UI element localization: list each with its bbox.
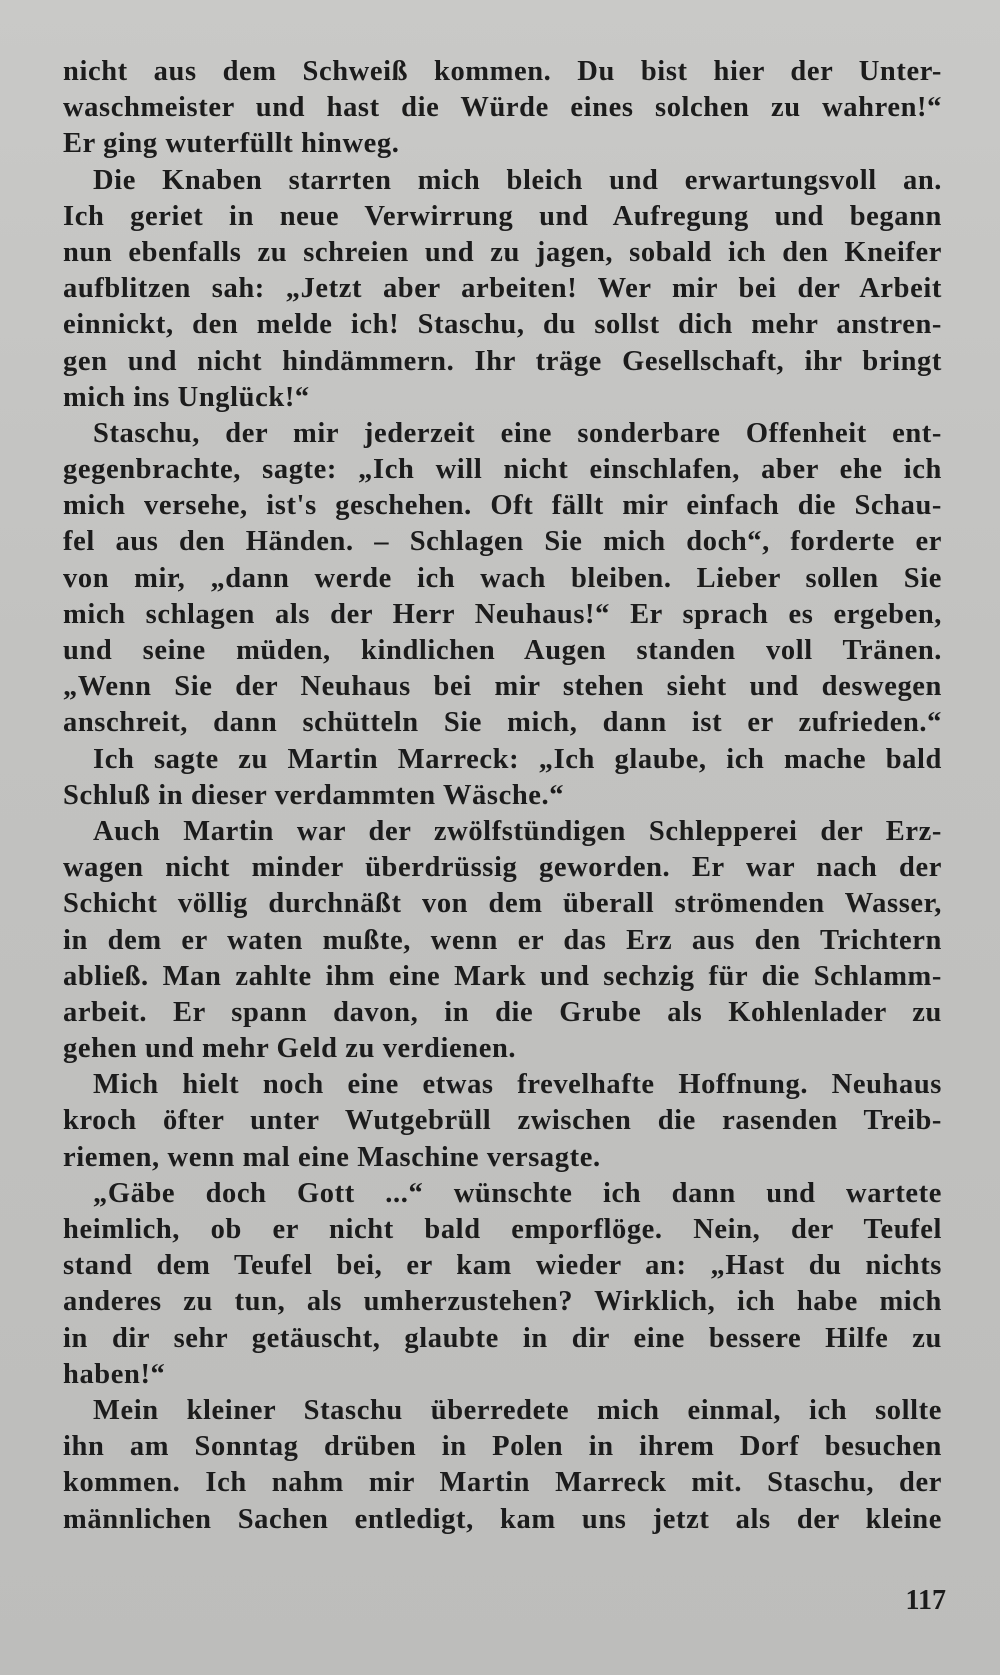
text-line: Mein kleiner Staschu überredete mich einmal, ich sollte xyxy=(93,1394,942,1426)
text-line: kommen. Ich nahm mir Martin Marreck mit. Staschu, der xyxy=(63,1467,942,1499)
text-line: Staschu, der mir jederzeit eine sonderbare Offenheit ent- xyxy=(93,417,942,449)
text-line: riemen, wenn mal eine Maschine versagte. xyxy=(63,1141,601,1173)
text-line: Schluß in dieser verdammten Wäsche.“ xyxy=(63,779,565,811)
text-line: Schicht völlig durchnäßt von dem überall strömenden Wasser, xyxy=(63,888,942,920)
text-line: „Gäbe doch Gott ...“ wünschte ich dann und wartete xyxy=(93,1177,942,1209)
text-line: „Wenn Sie der Neuhaus bei mir stehen sieht und deswegen xyxy=(63,671,942,703)
text-line: und seine müden, kindlichen Augen standen voll Tränen. xyxy=(63,635,942,666)
text-line: gehen und mehr Geld zu verdienen. xyxy=(63,1033,517,1065)
text-line: anderes zu tun, als umherzustehen? Wirklich, ich habe mich xyxy=(63,1286,942,1318)
text-line: aufblitzen sah: „Jetzt aber arbeiten! Wer mir bei der Arbeit xyxy=(63,273,942,305)
text-line: anschreit, dann schütteln Sie mich, dann ist er zufrieden.“ xyxy=(63,707,942,739)
text-line: nun ebenfalls zu schreien und zu jagen, sobald ich den Kneifer xyxy=(63,236,942,268)
text-line: Auch Martin war der zwölfstündigen Schlepperei der Erz- xyxy=(93,815,942,847)
text-line: Er ging wuterfüllt hinweg. xyxy=(63,128,400,160)
text-line: abließ. Man zahlte ihm eine Mark und sechzig für die Schlamm- xyxy=(63,960,942,992)
text-line: wagen nicht minder überdrüssig geworden. Er war nach der xyxy=(63,852,942,884)
text-line: von mir, „dann werde ich wach bleiben. Lieber sollen Sie xyxy=(63,562,942,594)
text-line: einnickt, den melde ich! Staschu, du sollst dich mehr anstren- xyxy=(63,309,942,341)
text-line: männlichen Sachen entledigt, kam uns jetzt als der kleine xyxy=(63,1503,942,1535)
text-line: arbeit. Er spann davon, in die Grube als Kohlenlader zu xyxy=(63,996,942,1028)
text-line: heimlich, ob er nicht bald emporflöge. Nein, der Teufel xyxy=(63,1214,942,1245)
text-line: mich schlagen als der Herr Neuhaus!“ Er sprach es ergeben, xyxy=(63,598,942,630)
text-line: in dem er waten mußte, wenn er das Erz aus den Trichtern xyxy=(63,924,942,956)
text-line: stand dem Teufel bei, er kam wieder an: „Hast du nichts xyxy=(63,1250,942,1282)
text-line: gen und nicht hindämmern. Ihr träge Gesellschaft, ihr bringt xyxy=(63,345,942,377)
text-line: mich versehe, ist's geschehen. Oft fällt mir einfach die Schau- xyxy=(63,490,942,522)
text-line: mich ins Unglück!“ xyxy=(63,381,310,413)
text-line: waschmeister und hast die Würde eines solchen zu wahren!“ xyxy=(63,92,942,124)
text-line: gegenbrachte, sagte: „Ich will nicht einschlafen, aber ehe ich xyxy=(63,454,942,486)
text-line: ihn am Sonntag drüben in Polen in ihrem Dorf besuchen xyxy=(63,1431,942,1463)
text-line: haben!“ xyxy=(63,1358,166,1390)
text-line: Die Knaben starrten mich bleich und erwartungsvoll an. xyxy=(93,164,942,196)
text-line: Mich hielt noch eine etwas frevelhafte Hoffnung. Neuhaus xyxy=(93,1069,942,1101)
text-line: fel aus den Händen. – Schlagen Sie mich doch“, forderte er xyxy=(63,526,942,558)
text-line: in dir sehr getäuscht, glaubte in dir eine bessere Hilfe zu xyxy=(63,1322,942,1354)
page-number: 117 xyxy=(905,1585,946,1616)
text-line: nicht aus dem Schweiß kommen. Du bist hier der Unter- xyxy=(63,56,942,87)
text-line: Ich geriet in neue Verwirrung und Aufregung und begann xyxy=(63,200,942,232)
text-line: kroch öfter unter Wutgebrüll zwischen die rasenden Treib- xyxy=(63,1105,942,1137)
body-text xyxy=(63,54,942,1538)
text-line: Ich sagte zu Martin Marreck: „Ich glaube, ich mache bald xyxy=(93,743,942,775)
